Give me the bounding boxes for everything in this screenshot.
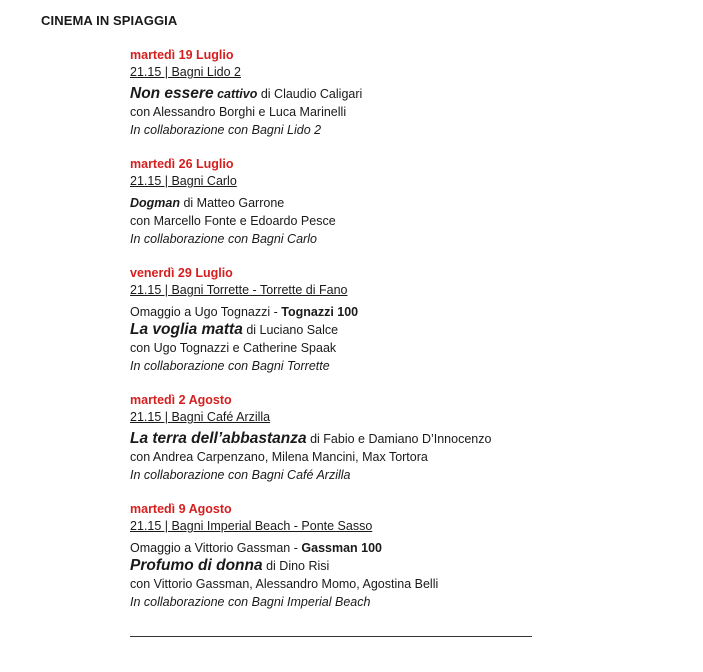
divider-line xyxy=(130,636,532,637)
movie-title: La terra dell’abbastanza xyxy=(130,430,307,447)
event-time-venue: 21.15 | Bagni Café Arzilla xyxy=(130,410,271,424)
collaboration-note: In collaborazione con Bagni Torrette xyxy=(130,359,330,373)
event-item xyxy=(130,156,690,248)
tribute-prefix: Omaggio a Vittorio Gassman - xyxy=(130,541,298,555)
event-title-line xyxy=(130,194,690,212)
collaboration-note: In collaborazione con Bagni Carlo xyxy=(130,232,317,246)
tribute-line xyxy=(130,539,690,557)
event-date: martedì 26 Luglio xyxy=(130,157,234,171)
event-title-line xyxy=(130,85,690,103)
event-title-line xyxy=(130,321,690,339)
movie-title: Non essere xyxy=(130,85,214,102)
movie-title: Dogman xyxy=(130,196,180,210)
movie-director: di Matteo Garrone xyxy=(183,196,285,210)
collaboration-note: In collaborazione con Bagni Lido 2 xyxy=(130,123,322,137)
event-date: venerdì 29 Luglio xyxy=(130,266,233,280)
movie-cast: con Alessandro Borghi e Luca Marinelli xyxy=(130,105,347,119)
event-list xyxy=(130,47,690,628)
movie-cast: con Ugo Tognazzi e Catherine Spaak xyxy=(130,341,337,355)
movie-cast: con Andrea Carpenzano, Milena Mancini, Max Tortora xyxy=(130,450,428,464)
movie-cast: con Marcello Fonte e Edoardo Pesce xyxy=(130,214,336,228)
event-time-venue: 21.15 | Bagni Carlo xyxy=(130,174,237,188)
movie-cast: con Vittorio Gassman, Alessandro Momo, Agostina Belli xyxy=(130,577,439,591)
movie-director: di Dino Risi xyxy=(266,559,330,573)
event-date: martedì 2 Agosto xyxy=(130,393,232,407)
event-time-venue: 21.15 | Bagni Lido 2 xyxy=(130,65,241,79)
collaboration-note: In collaborazione con Bagni Café Arzilla xyxy=(130,468,351,482)
movie-title: La voglia matta xyxy=(130,321,243,338)
event-date: martedì 19 Luglio xyxy=(130,48,234,62)
event-item xyxy=(130,392,690,484)
event-title-line xyxy=(130,430,690,448)
event-date: martedì 9 Agosto xyxy=(130,502,232,516)
movie-title: Profumo di donna xyxy=(130,557,263,574)
page-title: CINEMA IN SPIAGGIA xyxy=(41,13,178,28)
movie-director: di Claudio Caligari xyxy=(260,87,363,101)
tribute-name: Gassman 100 xyxy=(301,541,382,555)
event-time-venue: 21.15 | Bagni Imperial Beach - Ponte Sasso xyxy=(130,519,373,533)
collaboration-note: In collaborazione con Bagni Imperial Beach xyxy=(130,595,371,609)
event-item xyxy=(130,265,690,375)
movie-director: di Luciano Salce xyxy=(246,323,339,337)
movie-director: di Fabio e Damiano D’Innocenzo xyxy=(310,432,492,446)
event-item xyxy=(130,501,690,611)
tribute-name: Tognazzi 100 xyxy=(281,305,359,319)
event-title-line xyxy=(130,557,690,575)
event-item xyxy=(130,47,690,139)
movie-title-tail: cattivo xyxy=(217,87,258,101)
tribute-line xyxy=(130,303,690,321)
event-time-venue: 21.15 | Bagni Torrette - Torrette di Fano xyxy=(130,283,348,297)
tribute-prefix: Omaggio a Ugo Tognazzi - xyxy=(130,305,278,319)
